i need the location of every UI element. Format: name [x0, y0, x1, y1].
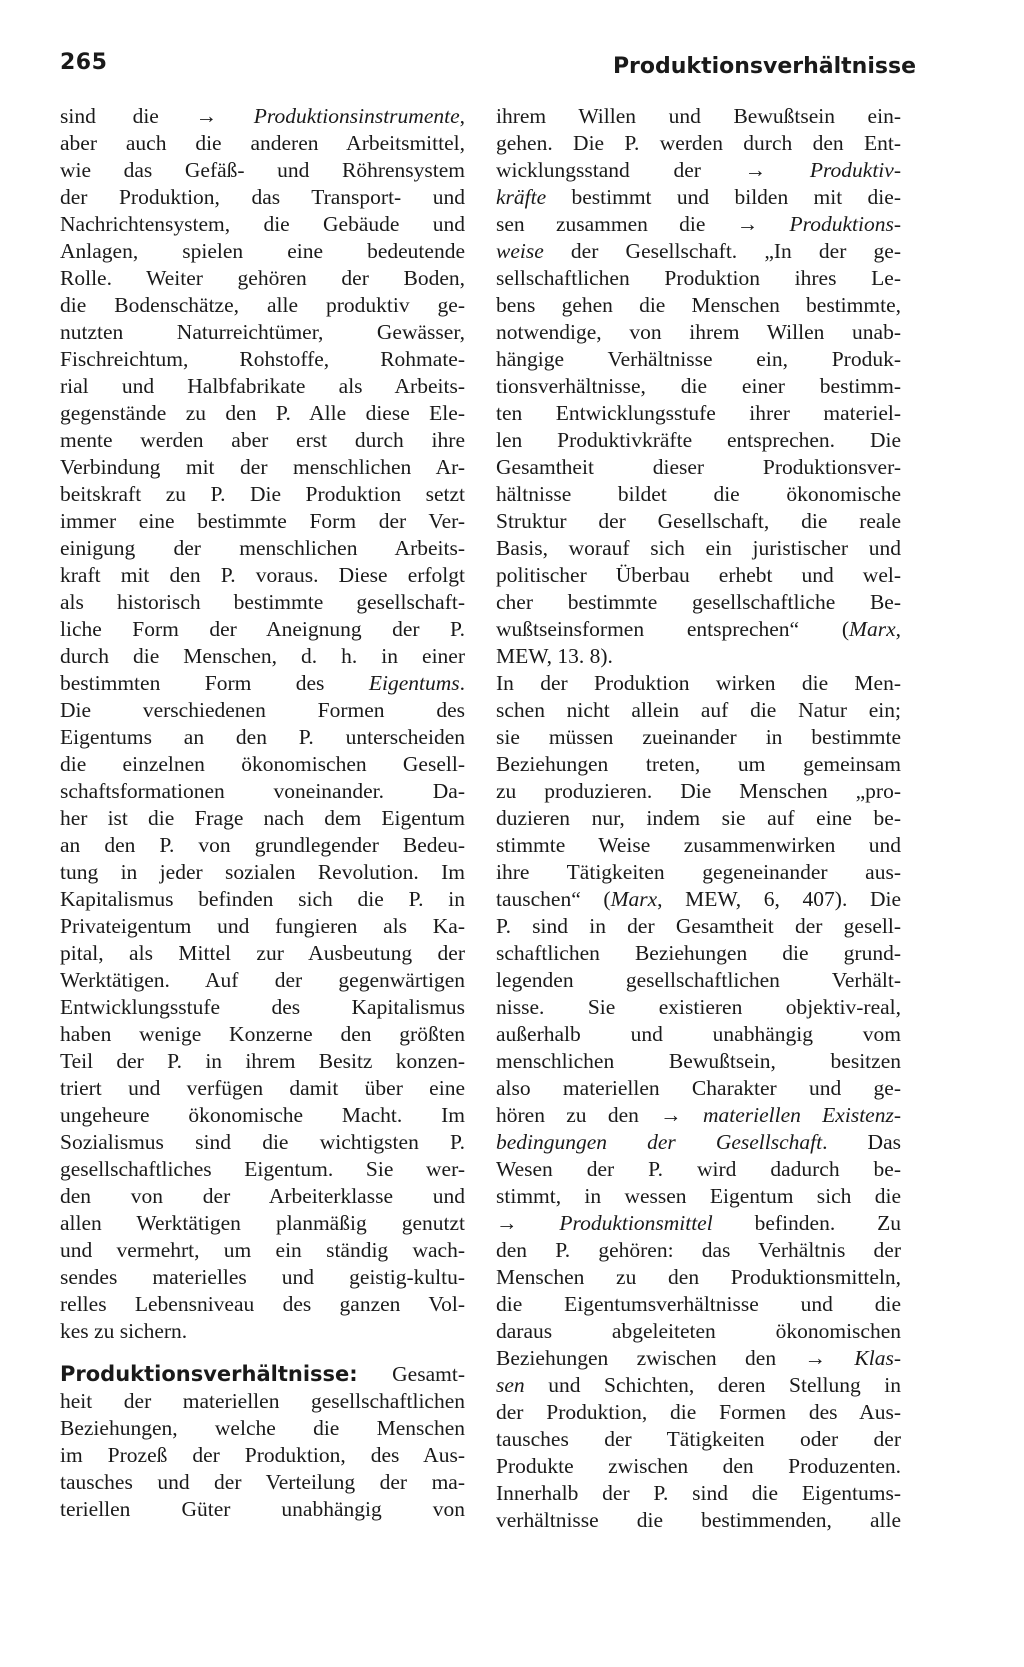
text-line: im Prozeß der Produktion, des Aus-	[60, 1443, 465, 1467]
text-line: Entwicklungsstufe des Kapitalismus	[60, 995, 465, 1019]
text-line: wie das Gefäß- und Röhrensystem	[60, 158, 465, 182]
entry-text-block	[60, 1388, 465, 1523]
text-line: Sozialismus sind die wichtigsten P.	[60, 1130, 465, 1154]
text-line: In der Produktion wirken die Men-	[496, 671, 901, 695]
text-line: Gesamtheit dieser Produktionsver-	[496, 455, 901, 479]
text-line: wußtseinsformen entsprechen“ (Marx,	[496, 617, 901, 641]
text-line: Eigentums an den P. unterscheiden	[60, 725, 465, 749]
text-line: nisse. Sie existieren objektiv-real,	[496, 995, 901, 1019]
text-line: gegenstände zu den P. Alle diese Ele-	[60, 401, 465, 425]
text-line: kräfte bestimmt und bilden mit die-	[496, 185, 901, 209]
text-line: aber auch die anderen Arbeitsmittel,	[60, 131, 465, 155]
right-text-block	[496, 103, 901, 1534]
text-line: also materiellen Charakter und ge-	[496, 1076, 901, 1100]
text-line: ungeheure ökonomische Macht. Im	[60, 1103, 465, 1127]
text-line: Anlagen, spielen eine bedeutende	[60, 239, 465, 263]
text-line: heit der materiellen gesellschaftlichen	[60, 1389, 465, 1413]
text-line: wicklungsstand der → Produktiv-	[496, 158, 901, 182]
text-line: duzieren nur, indem sie auf eine be-	[496, 806, 901, 830]
text-line: cher bestimmte gesellschaftliche Be-	[496, 590, 901, 614]
text-line: tung in jeder sozialen Revolution. Im	[60, 860, 465, 884]
text-line: pital, als Mittel zur Ausbeutung der	[60, 941, 465, 965]
text-line: sen und Schichten, deren Stellung in	[496, 1373, 901, 1397]
text-line: weise der Gesellschaft. „In der ge-	[496, 239, 901, 263]
text-line: hören zu den → materiellen Existenz-	[496, 1103, 901, 1127]
text-line: Basis, worauf sich ein juristischer und	[496, 536, 901, 560]
text-line: Verbindung mit der menschlichen Ar-	[60, 455, 465, 479]
text-line: haben wenige Konzerne den größten	[60, 1022, 465, 1046]
text-line: den von der Arbeiterklasse und	[60, 1184, 465, 1208]
text-line: daraus abgeleiteten ökonomischen	[496, 1319, 901, 1343]
text-line: zu produzieren. Die Menschen „pro-	[496, 779, 901, 803]
text-line: Fischreichtum, Rohstoffe, Rohmate-	[60, 347, 465, 371]
text-line: die einzelnen ökonomischen Gesell-	[60, 752, 465, 776]
text-line: der Produktion, die Formen des Aus-	[496, 1400, 901, 1424]
text-line: und vermehrt, um ein ständig wach-	[60, 1238, 465, 1262]
text-line: triert und verfügen damit über eine	[60, 1076, 465, 1100]
text-line: den P. gehören: das Verhältnis der	[496, 1238, 901, 1262]
text-line: sind die → Produktionsinstrumente,	[60, 104, 465, 128]
text-line: Innerhalb der P. sind die Eigentums-	[496, 1481, 901, 1505]
entry-heading-line	[60, 1361, 465, 1388]
text-line: Die verschiedenen Formen des	[60, 698, 465, 722]
right-column	[496, 103, 901, 1534]
text-line: sellschaftlichen Produktion ihres Le-	[496, 266, 901, 290]
text-line: tausches der Tätigkeiten oder der	[496, 1427, 901, 1451]
text-line: hältnisse bildet die ökonomische	[496, 482, 901, 506]
text-line: beitskraft zu P. Die Produktion setzt	[60, 482, 465, 506]
text-line: politischer Überbau erhebt und wel-	[496, 563, 901, 587]
text-line: als historisch bestimmte gesellschaft-	[60, 590, 465, 614]
text-line: sendes materielles und geistig-kultu-	[60, 1265, 465, 1289]
text-line: einigung der menschlichen Arbeits-	[60, 536, 465, 560]
text-line: rial und Halbfabrikate als Arbeits-	[60, 374, 465, 398]
text-line: P. sind in der Gesamtheit der gesell-	[496, 914, 901, 938]
text-line: her ist die Frage nach dem Eigentum	[60, 806, 465, 830]
text-line: schen nicht allein auf die Natur ein;	[496, 698, 901, 722]
entry-heading-rest: Gesamt-	[357, 1362, 465, 1386]
text-line: sen zusammen die → Produktions-	[496, 212, 901, 236]
text-line: schaftlichen Beziehungen die grund-	[496, 941, 901, 965]
text-line: die Bodenschätze, alle produktiv ge-	[60, 293, 465, 317]
page-number: 265	[60, 50, 108, 75]
text-line: mente werden aber erst durch ihre	[60, 428, 465, 452]
text-line: stimmte Weise zusammenwirken und	[496, 833, 901, 857]
text-line: → Produktionsmittel befinden. Zu	[496, 1211, 902, 1235]
text-line: Kapitalismus befinden sich die P. in	[60, 887, 465, 911]
left-column	[60, 103, 465, 1523]
text-line: die Eigentumsverhältnisse und die	[496, 1292, 901, 1316]
text-line: allen Werktätigen planmäßig genutzt	[60, 1211, 465, 1235]
text-line: Werktätigen. Auf der gegenwärtigen	[60, 968, 465, 992]
text-line: schaftsformationen voneinander. Da-	[60, 779, 465, 803]
text-line: außerhalb und unabhängig vom	[496, 1022, 901, 1046]
text-line: tauschen“ (Marx, MEW, 6, 407). Die	[496, 887, 902, 911]
text-line: ihre Tätigkeiten gegeneinander aus-	[496, 860, 901, 884]
text-line: gehen. Die P. werden durch den Ent-	[496, 131, 901, 155]
text-line: legenden gesellschaftlichen Verhält-	[496, 968, 901, 992]
text-line: len Produktivkräfte entsprechen. Die	[496, 428, 901, 452]
text-line: Nachrichtensystem, die Gebäude und	[60, 212, 465, 236]
text-line: Menschen zu den Produktionsmitteln,	[496, 1265, 901, 1289]
text-line: menschlichen Bewußtsein, besitzen	[496, 1049, 901, 1073]
text-line: bedingungen der Gesellschaft. Das	[496, 1130, 901, 1154]
entry-headword: Produktionsverhältnisse:	[60, 1362, 358, 1386]
text-line: tausches und der Verteilung der ma-	[60, 1470, 465, 1494]
running-head: Produktionsverhältnisse	[612, 54, 916, 79]
text-line: Beziehungen, welche die Menschen	[60, 1416, 465, 1440]
text-line: tionsverhältnisse, die einer bestimm-	[496, 374, 901, 398]
text-line: notwendige, von ihrem Willen unab-	[496, 320, 901, 344]
text-line: kraft mit den P. voraus. Diese erfolgt	[60, 563, 465, 587]
text-line: durch die Menschen, d. h. in einer	[60, 644, 465, 668]
text-line: Struktur der Gesellschaft, die reale	[496, 509, 901, 533]
text-line: Teil der P. in ihrem Besitz konzen-	[60, 1049, 465, 1073]
text-line: bens gehen die Menschen bestimmte,	[496, 293, 901, 317]
text-line: Beziehungen zwischen den → Klas-	[496, 1346, 901, 1370]
text-line: kes zu sichern.	[60, 1319, 188, 1343]
text-line: der Produktion, das Transport- und	[60, 185, 465, 209]
text-line: an den P. von grundlegender Bedeu-	[60, 833, 465, 857]
text-line: stimmt, in wessen Eigentum sich die	[496, 1184, 901, 1208]
text-line: teriellen Güter unabhängig von	[60, 1497, 465, 1521]
text-line: Wesen der P. wird dadurch be-	[496, 1157, 901, 1181]
text-line: Rolle. Weiter gehören der Boden,	[60, 266, 465, 290]
text-line: Beziehungen treten, um gemeinsam	[496, 752, 901, 776]
text-line: Privateigentum und fungieren als Ka-	[60, 914, 465, 938]
left-text-block	[60, 103, 465, 1345]
text-line: liche Form der Aneignung der P.	[60, 617, 465, 641]
text-line: nutzten Naturreichtümer, Gewässer,	[60, 320, 465, 344]
text-line: MEW, 13. 8).	[496, 644, 613, 668]
text-line: Produkte zwischen den Produzenten.	[496, 1454, 901, 1478]
text-line: verhältnisse die bestimmenden, alle	[496, 1508, 901, 1532]
text-line: bestimmten Form des Eigentums.	[60, 671, 465, 695]
text-line: sie müssen zueinander in bestimmte	[496, 725, 901, 749]
text-line: ihrem Willen und Bewußtsein ein-	[496, 104, 901, 128]
text-line: gesellschaftliches Eigentum. Sie wer-	[60, 1157, 465, 1181]
text-line: ten Entwicklungsstufe ihrer materiel-	[496, 401, 901, 425]
text-line: relles Lebensniveau des ganzen Vol-	[60, 1292, 465, 1316]
text-line: hängige Verhältnisse ein, Produk-	[496, 347, 901, 371]
text-line: immer eine bestimmte Form der Ver-	[60, 509, 465, 533]
